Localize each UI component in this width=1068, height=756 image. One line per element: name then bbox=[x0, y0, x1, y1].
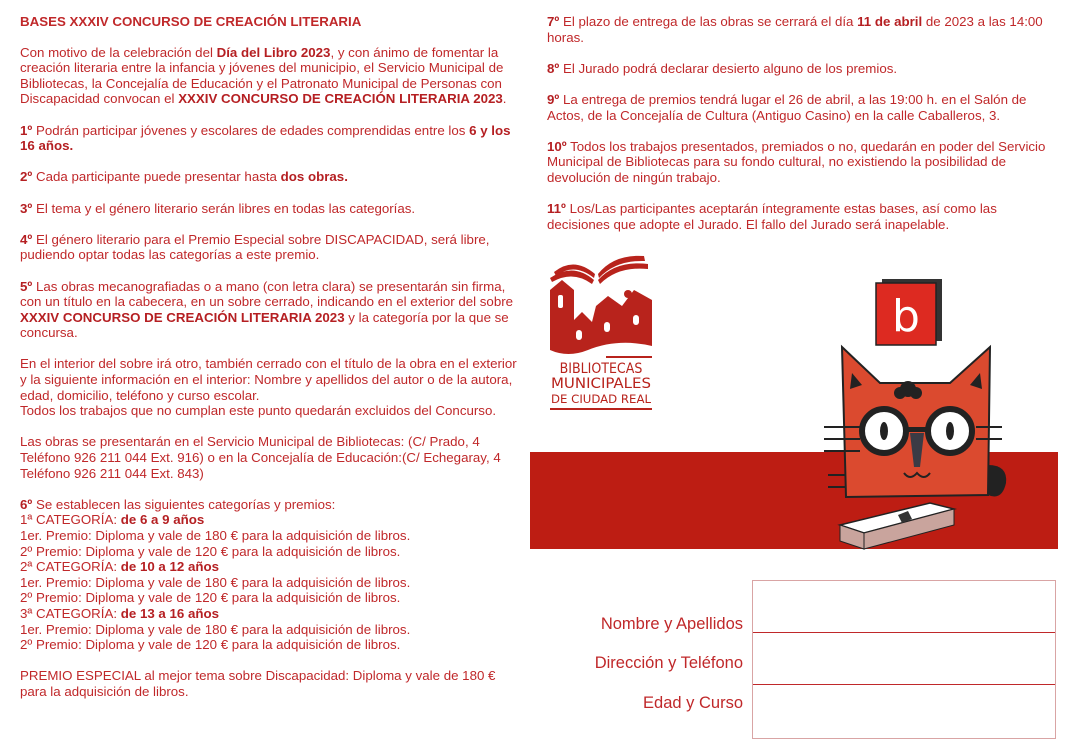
logo-line-2: MUNICIPALES bbox=[551, 376, 652, 392]
prize-line: 1er. Premio: Diploma y vale de 180 € para la adquisición de libros. bbox=[20, 574, 411, 590]
category-heading bbox=[20, 512, 525, 528]
field-edad[interactable] bbox=[753, 685, 1055, 736]
rule-bold: 6 y los 16 años. bbox=[20, 122, 511, 154]
rule-text: El plazo de entrega de las obras se cerrará el día bbox=[559, 14, 858, 29]
intro-text: , y con ánimo de fomentar la creación literaria entre la infancia y jóvenes del municipio, el Servicio Municipal de Bibliotecas, la Concejalía de Educación y el Patronato Municipal de Personas con Discapacidad convocan el bbox=[20, 44, 504, 107]
intro-text: Con motivo de la celebración del bbox=[20, 44, 217, 60]
field-nombre[interactable] bbox=[753, 581, 1055, 633]
rule-bold: XXXIV CONCURSO DE CREACIÓN LITERARIA 2023 bbox=[20, 309, 345, 325]
rule-text: Todos los trabajos presentados, premiados o no, quedarán en poder del Servicio Municipal de Bibliotecas para su fondo cultural, no existiendo la posibilidad de devolución de ningún trabajo. bbox=[547, 138, 1046, 185]
prize-line: 2º Premio: Diploma y vale de 120 € para la adquisición de libros. bbox=[20, 543, 401, 559]
rule-number: 9º bbox=[547, 91, 560, 107]
field-direccion[interactable] bbox=[753, 633, 1055, 685]
document-title: BASES XXXIV CONCURSO DE CREACIÓN LITERARIA bbox=[20, 14, 362, 29]
category-range: de 6 a 9 años bbox=[120, 512, 205, 528]
rule-text: y la categoría por la que se concursa. bbox=[20, 309, 509, 341]
category-heading bbox=[20, 559, 525, 575]
label-edad: Edad y Curso bbox=[643, 694, 743, 712]
rule-number: 1º bbox=[20, 122, 33, 138]
category-label: 2ª CATEGORÍA: bbox=[20, 559, 121, 575]
logo-line-1: BIBLIOTECAS bbox=[559, 361, 643, 377]
rule-8 bbox=[547, 61, 1047, 77]
rule-text: El género literario para el Premio Especial sobre DISCAPACIDAD, será libre, pudiendo optar todas las categorías a este premio. bbox=[20, 231, 490, 263]
rule-7 bbox=[547, 14, 1047, 45]
rule-6 bbox=[20, 497, 525, 653]
rule-text: El Jurado podrá declarar desierto alguno de los premios. bbox=[559, 60, 898, 76]
category-label: 3ª CATEGORÍA: bbox=[20, 605, 121, 621]
rule-number: 3º bbox=[20, 200, 33, 216]
rule-10 bbox=[547, 139, 1047, 186]
prize-line: 1er. Premio: Diploma y vale de 180 € para la adquisición de libros. bbox=[20, 621, 411, 637]
intro-bold-dia-libro: Día del Libro 2023 bbox=[216, 44, 331, 60]
intro-bold-concurso: XXXIV CONCURSO DE CREACIÓN LITERARIA 2023 bbox=[178, 91, 503, 107]
rule-text: Podrán participar jóvenes y escolares de edades comprendidas entre los bbox=[32, 122, 470, 138]
form-labels bbox=[560, 580, 743, 723]
entry-form bbox=[752, 580, 1056, 739]
rule-9 bbox=[547, 92, 1047, 123]
rule-text: La entrega de premios tendrá lugar el 26 de abril, a las 19:00 h. en el Salón de Actos, de la Concejalía de Cultura (Antiguo Casino) en la calle Caballeros, 3. bbox=[547, 91, 1027, 123]
rule-text: Los/Las participantes aceptarán íntegramente estas bases, así como las decisiones que adopte el Jurado. El fallo del Jurado será inapelable. bbox=[547, 201, 997, 232]
rule-3 bbox=[20, 201, 525, 217]
rule-bold: dos obras. bbox=[280, 169, 348, 185]
book-icon bbox=[840, 503, 954, 549]
bibliotecas-logo bbox=[548, 250, 654, 412]
prize-line: 1er. Premio: Diploma y vale de 180 € para la adquisición de libros. bbox=[20, 528, 411, 543]
intro-text: . bbox=[502, 91, 507, 107]
rule-number: 11º bbox=[547, 201, 566, 217]
category-range: de 13 a 16 años bbox=[120, 605, 220, 621]
rule-11 bbox=[547, 201, 1047, 232]
prize-line: 2º Premio: Diploma y vale de 120 € para la adquisición de libros. bbox=[20, 590, 401, 606]
cat-illustration bbox=[780, 255, 1068, 555]
rule-text: Las obras se presentarán en el Servicio Municipal de Bibliotecas: (C/ Prado, 4 Teléfono 926 211 044 Ext. 916) o en la Concejalía de Educación:(C/ Echegaray, 4 Teléfono 926 211 044 Ext. 843) bbox=[20, 434, 501, 481]
rule-text: Todos los trabajos que no cumplan este punto quedarán excluidos del Concurso. bbox=[20, 403, 497, 419]
rule-5-envelope bbox=[20, 356, 525, 418]
left-column bbox=[20, 14, 525, 715]
special-prize: PREMIO ESPECIAL al mejor tema sobre Discapacidad: Diploma y vale de 180 € para la adquisición de libros. bbox=[20, 668, 496, 699]
rule-number: 6º bbox=[20, 496, 33, 512]
rule-number: 10º bbox=[547, 138, 567, 154]
category-heading bbox=[20, 606, 525, 622]
rule-5-delivery bbox=[20, 434, 525, 481]
rule-text: de 2023 a las 14:00 horas. bbox=[547, 14, 1043, 45]
intro-paragraph bbox=[20, 45, 525, 107]
rule-text: Se establecen las siguientes categorías y premios: bbox=[32, 496, 336, 512]
rule-6-intro bbox=[20, 497, 525, 513]
rule-text: Cada participante puede presentar hasta bbox=[32, 169, 281, 185]
logo-line-3: DE CIUDAD REAL bbox=[551, 392, 652, 406]
b-letter: b bbox=[892, 291, 920, 342]
rule-text: El tema y el género literario serán libres en todas las categorías. bbox=[32, 200, 416, 216]
b-book-icon bbox=[876, 279, 942, 345]
rule-number: 5º bbox=[20, 278, 33, 294]
right-column bbox=[547, 14, 1047, 248]
rule-number: 4º bbox=[20, 231, 33, 247]
category-label: 1ª CATEGORÍA: bbox=[20, 512, 121, 528]
rule-number: 8º bbox=[547, 60, 560, 76]
rule-2 bbox=[20, 169, 525, 185]
rule-text: Las obras mecanografiadas o a mano (con letra clara) se presentarán sin firma, con un título en la cabecera, en un sobre cerrado, indicando en el exterior del sobre bbox=[20, 278, 514, 310]
rule-bold: 11 de abril bbox=[857, 14, 923, 29]
label-nombre: Nombre y Apellidos bbox=[600, 615, 743, 633]
label-direccion: Dirección y Teléfono bbox=[594, 654, 743, 672]
rule-5 bbox=[20, 279, 525, 341]
prize-line: 2º Premio: Diploma y vale de 120 € para la adquisición de libros. bbox=[20, 637, 401, 653]
category-range: de 10 a 12 años bbox=[120, 559, 220, 575]
rule-4 bbox=[20, 232, 525, 263]
rule-1 bbox=[20, 123, 525, 154]
rule-number: 7º bbox=[547, 14, 560, 29]
rule-number: 2º bbox=[20, 169, 33, 185]
rule-text: En el interior del sobre irá otro, también cerrado con el título de la obra en el exterior y la siguiente información en el interior: Nombre y apellidos del autor o de la autora, edad, domicilio, teléfono y curso escolar. bbox=[20, 356, 517, 403]
